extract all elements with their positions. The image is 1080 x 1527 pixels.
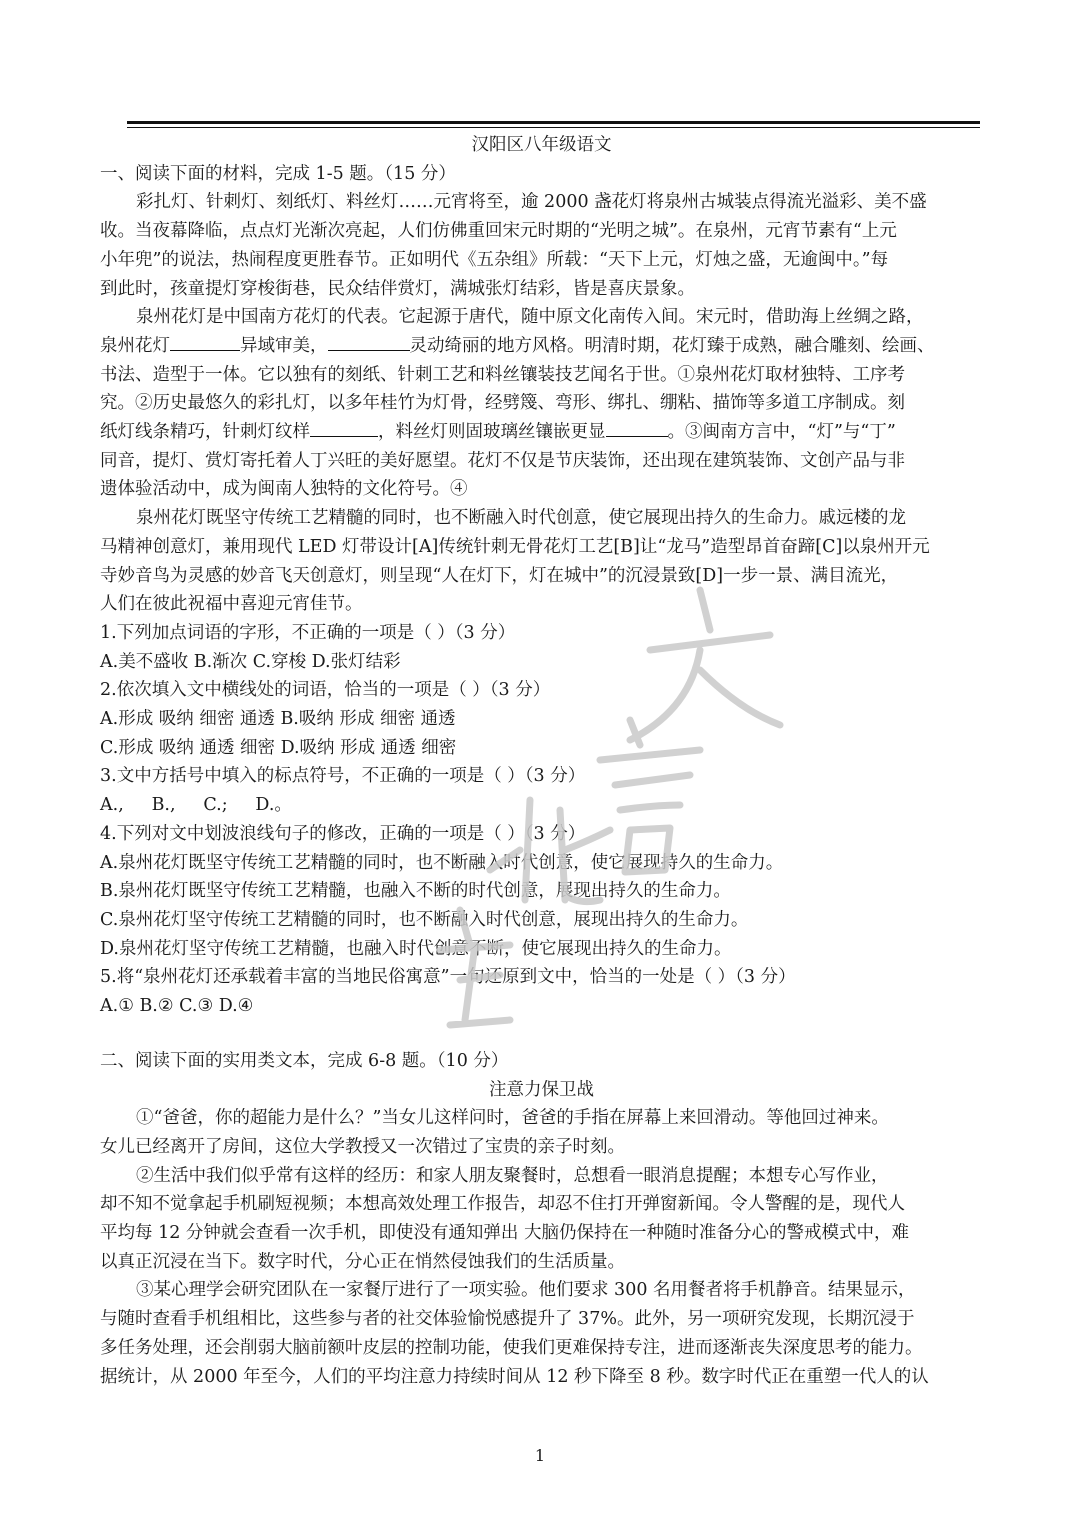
text-span: ，料丝灯则固玻璃丝镶嵌更显 [378, 422, 606, 443]
text-line: ②生活中我们似乎常有这样的经历：和家人朋友聚餐时，总想看一眼消息提醒；本想专心写作业， [136, 1165, 889, 1186]
questions-list [100, 619, 983, 1021]
question-4-option-d: D.泉州花灯坚守传统工艺精髓，也融入时代创意不断，使它展现出持久的生命力。 [100, 938, 732, 959]
text-line: 女儿已经离开了房间，这位大学教授又一次错过了宝贵的亲子时刻。 [100, 1136, 625, 1157]
section1-para1 [100, 188, 983, 303]
section2-para2 [100, 1162, 983, 1277]
text-line: 彩扎灯、针刺灯、刻纸灯、料丝灯……元宵将至，逾 2000 盏花灯将泉州古城装点得流光溢彩、美不盛 [136, 192, 927, 213]
text-line [100, 418, 983, 447]
section-gap [100, 1021, 983, 1047]
section2-para3 [100, 1276, 983, 1391]
text-line: 书法、造型于一体。它以独有的刻纸、针刺工艺和料丝镶装技艺闻名于世。①泉州花灯取材独特、工序考 [100, 364, 905, 385]
doc-title: 汉阳区八年级语文 [471, 135, 612, 155]
text-line: 到此时，孩童提灯穿梭街巷，民众结伴赏灯，满城张灯结彩，皆是喜庆景象。 [100, 278, 695, 299]
text-line: 多任务处理，还会削弱大脑前额叶皮层的控制功能，使我们更难保持专注，进而逐渐丧失深度思考的能力。 [100, 1337, 923, 1358]
text-line: 却不知不觉拿起手机刷短视频；本想高效处理工作报告，却忍不住打开弹窗新闻。令人警醒的是，现代人 [100, 1194, 905, 1215]
question-4-option-c: C.泉州花灯坚守传统工艺精髓的同时，也不断融入时代创意，展现出持久的生命力。 [100, 909, 749, 930]
text-line: 小年兜”的说法，热闹程度更胜春节。正如明代《五杂组》所载：“天下上元，灯烛之盛，无逾闽中。”每 [100, 249, 889, 270]
text-line [100, 332, 983, 361]
text-line: 与随时查看手机组相比，这些参与者的社交体验愉悦感提升了 37%。此外，另一项研究发现，长期沉浸于 [100, 1309, 915, 1330]
header-rule-thin [127, 127, 980, 128]
text-line: ③某心理学会研究团队在一家餐厅进行了一项实验。他们要求 300 名用餐者将手机静音。结果显示， [136, 1280, 916, 1301]
section2-heading: 二、阅读下面的实用类文本，完成 6-8 题。（10 分） [100, 1050, 509, 1071]
text-span: 纸灯线条精巧，针刺灯纹样 [100, 422, 310, 443]
section1-para2 [100, 303, 983, 504]
text-line: 究。②历史最悠久的彩扎灯，以多年桂竹为灯骨，经劈篾、弯形、绑扎、绷粘、描饰等多道工序制成。刻 [100, 393, 905, 414]
question-3: 3.文中方括号中填入的标点符号，不正确的一项是（ ）（3 分） [100, 766, 586, 787]
text-line: 泉州花灯是中国南方花灯的代表。它起源于唐代，随中原文化南传入间。宋元时，借助海上丝绸之路， [136, 307, 924, 328]
question-1: 1.下列加点词语的字形，不正确的一项是（ ）（3 分） [100, 622, 516, 643]
text-span: 泉州花灯 [100, 335, 170, 356]
section1-heading: 一、阅读下面的材料，完成 1-5 题。（15 分） [100, 163, 456, 184]
text-line: 收。当夜幕降临，点点灯光渐次亮起，人们仿佛重回宋元时期的“光明之城”。在泉州，元宵节素有“上元 [100, 221, 897, 242]
exam-page [100, 131, 983, 1391]
question-5-options: A.① B.② C.③ D.④ [100, 996, 254, 1017]
question-1-options: A.美不盛收 B.渐次 C.穿梭 D.张灯结彩 [100, 651, 401, 672]
question-4-option-a: A.泉州花灯既坚守传统工艺精髓的同时，也不断融入时代创意，使它展现持久的生命力。 [100, 852, 784, 873]
text-line: 同音，提灯、赏灯寄托着人丁兴旺的美好愿望。花灯不仅是节庆装饰，还出现在建筑装饰、文创产品与非 [100, 450, 905, 471]
text-line: 泉州花灯既坚守传统工艺精髓的同时，也不断融入时代创意，使它展现出持久的生命力。戚远楼的龙 [136, 508, 906, 529]
question-4: 4.下列对文中划波浪线句子的修改，正确的一项是（ ）（3 分） [100, 823, 586, 844]
question-2-options-cd: C.形成 吸纳 通透 细密 D.吸纳 形成 通透 细密 [100, 737, 457, 758]
fill-blank-3 [310, 418, 378, 437]
text-line: 马精神创意灯，兼用现代 LED 灯带设计[A]传统针刺无骨花灯工艺[B]让“龙马”造型昂首奋蹄[C]以泉州开元 [100, 536, 930, 557]
text-line: 平均每 12 分钟就会查看一次手机，即使没有通知弹出 大脑仍保持在一种随时准备分心的警戒模式中，难 [100, 1223, 909, 1244]
section1-para3 [100, 504, 983, 619]
section2-para1 [100, 1104, 983, 1161]
question-2-options-ab: A.形成 吸纳 细密 通透 B.吸纳 形成 细密 通透 [100, 709, 456, 730]
question-3-options: A., B., C.; D.。 [100, 795, 292, 816]
text-span: 异域审美， [240, 335, 328, 356]
header-rule [127, 121, 980, 124]
fill-blank-4 [606, 418, 668, 437]
question-4-option-b: B.泉州花灯既坚守传统工艺精髓，也融入不断的时代创意，展现出持久的生命力。 [100, 881, 731, 902]
fill-blank-2 [328, 332, 410, 351]
text-line: 寺妙音鸟为灵感的妙音飞天创意灯，则呈现“人在灯下，灯在城中”的沉浸景致[D]一步一景、满目流光， [100, 565, 899, 586]
text-span: 灵动绮丽的地方风格。明清时期，花灯臻于成熟，融合雕刻、绘画、 [409, 335, 935, 356]
page-number: 1 [534, 1446, 546, 1465]
article-title: 注意力保卫战 [489, 1079, 594, 1100]
question-5: 5.将“泉州花灯还承载着丰富的当地民俗寓意”一句还原到文中，恰当的一处是（ ）（3 分） [100, 967, 796, 988]
text-span: 。③闽南方言中，“灯”与“丁” [667, 422, 896, 443]
text-line: 遗体验活动中，成为闽南人独特的文化符号。④ [100, 479, 468, 500]
fill-blank-1 [170, 332, 240, 351]
question-2: 2.依次填入文中横线处的词语，恰当的一项是（ ）（3 分） [100, 680, 551, 701]
text-line: ①“爸爸，你的超能力是什么？”当女儿这样问时，爸爸的手指在屏幕上来回滑动。等他回过神来。 [136, 1108, 889, 1129]
text-line: 人们在彼此祝福中喜迎元宵佳节。 [100, 594, 363, 615]
text-line: 以真正沉浸在当下。数字时代，分心正在悄然侵蚀我们的生活质量。 [100, 1251, 625, 1272]
text-line: 据统计，从 2000 年至今，人们的平均注意力持续时间从 12 秒下降至 8 秒。数字时代正在重塑一代人的认 [100, 1366, 929, 1387]
